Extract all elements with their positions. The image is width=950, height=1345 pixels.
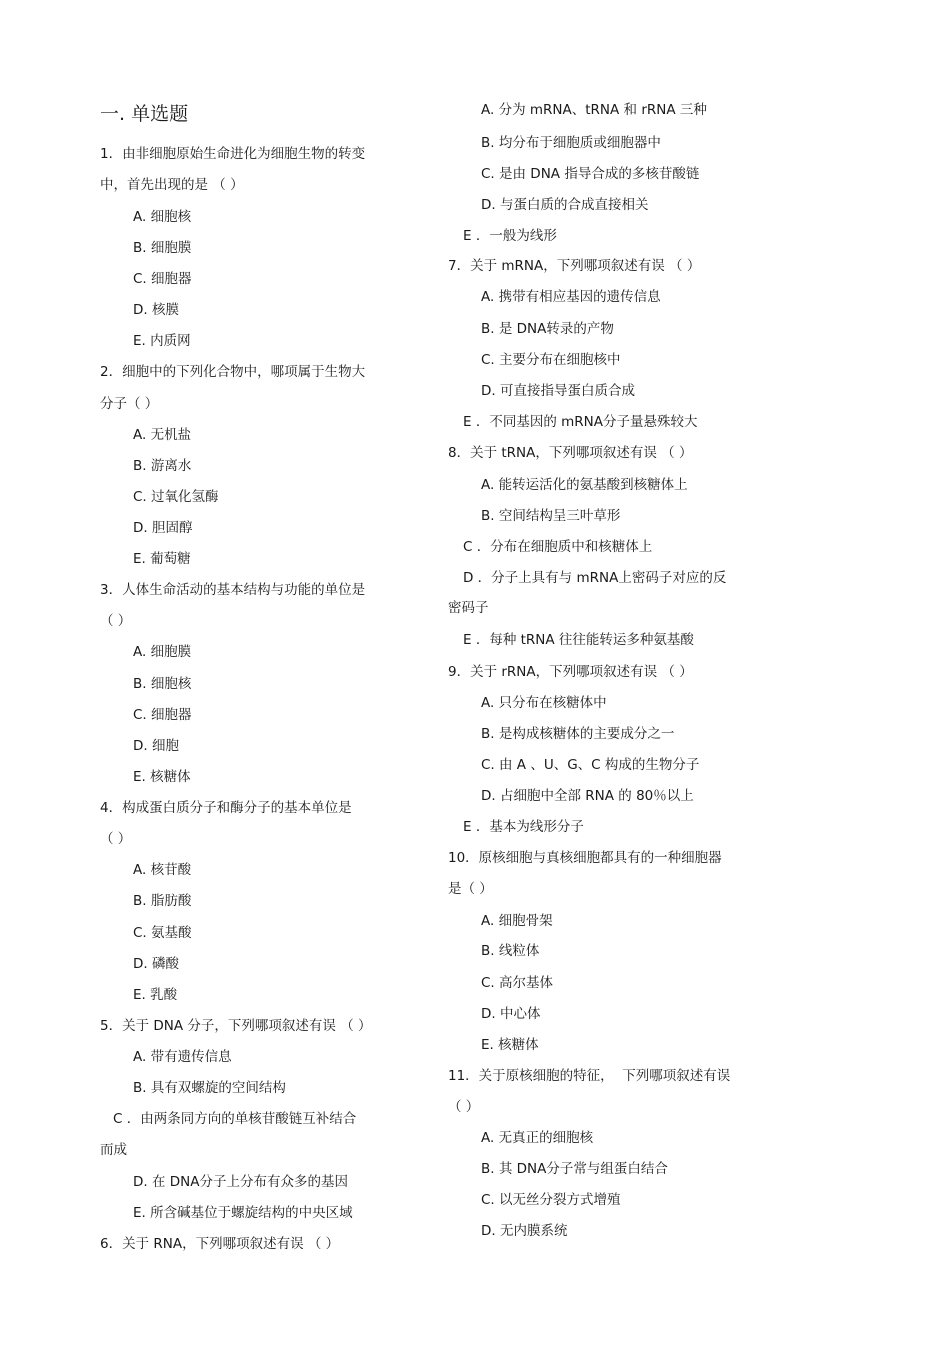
q5-option-a: A. 带有遗传信息 bbox=[133, 1049, 232, 1065]
q8-option-d-line1: D ．分子上具有与 mRNA上密码子对应的反 bbox=[463, 570, 727, 586]
q3-option-c: C. 细胞器 bbox=[133, 707, 192, 723]
q1-option-b: B. 细胞膜 bbox=[133, 240, 192, 256]
q10-option-b: B. 线粒体 bbox=[481, 943, 540, 959]
q1-option-a: A. 细胞核 bbox=[133, 209, 192, 225]
q8-option-c: C ．分布在细胞质中和核糖体上 bbox=[463, 539, 653, 555]
q3-stem-line1: 3．人体生命活动的基本结构与功能的单位是 bbox=[100, 582, 366, 598]
q3-option-e: E. 核糖体 bbox=[133, 769, 191, 785]
q5-option-c-line1: C ．由两条同方向的单核苷酸链互补结合 bbox=[113, 1111, 357, 1127]
q1-option-c: C. 细胞器 bbox=[133, 271, 192, 287]
q1-option-e: E. 内质网 bbox=[133, 333, 191, 349]
q8-option-e: E ．每种 tRNA 往往能转运多种氨基酸 bbox=[463, 632, 694, 648]
q8-option-a: A. 能转运活化的氨基酸到核糖体上 bbox=[481, 477, 688, 493]
q7-option-d: D. 可直接指导蛋白质合成 bbox=[481, 383, 635, 399]
q8-option-d-line2: 密码子 bbox=[448, 600, 489, 616]
q9-option-e: E ．基本为线形分子 bbox=[463, 819, 584, 835]
q8-option-b: B. 空间结构呈三叶草形 bbox=[481, 508, 621, 524]
q10-stem-line2: 是（ ） bbox=[448, 881, 493, 897]
q11-option-a: A. 无真正的细胞核 bbox=[481, 1130, 594, 1146]
q6-option-b: B. 均分布于细胞质或细胞器中 bbox=[481, 135, 661, 151]
q11-stem-line2: （ ） bbox=[448, 1099, 480, 1115]
q9-option-c: C. 由 A 、U、G、C 构成的生物分子 bbox=[481, 757, 700, 773]
q8-stem: 8．关于 tRNA，下列哪项叙述有误 （ ） bbox=[448, 445, 693, 461]
q3-option-b: B. 细胞核 bbox=[133, 676, 192, 692]
q6-option-a: A. 分为 mRNA、tRNA 和 rRNA 三种 bbox=[481, 102, 707, 118]
q11-option-c: C. 以无丝分裂方式增殖 bbox=[481, 1192, 621, 1208]
q3-option-d: D. 细胞 bbox=[133, 738, 179, 754]
q4-stem-line2: （ ） bbox=[100, 831, 132, 847]
q10-option-d: D. 中心体 bbox=[481, 1006, 541, 1022]
q10-option-a: A. 细胞骨架 bbox=[481, 913, 553, 929]
q10-option-c: C. 高尔基体 bbox=[481, 975, 554, 991]
q4-option-c: C. 氨基酸 bbox=[133, 925, 192, 941]
q2-stem-line2: 分子（ ） bbox=[100, 396, 159, 412]
q1-stem-line2: 中，首先出现的是 （ ） bbox=[100, 177, 244, 193]
q3-option-a: A. 细胞膜 bbox=[133, 644, 192, 660]
q9-stem: 9．关于 rRNA，下列哪项叙述有误 （ ） bbox=[448, 664, 693, 680]
q10-option-e: E. 核糖体 bbox=[481, 1037, 539, 1053]
q6-option-d: D. 与蛋白质的合成直接相关 bbox=[481, 197, 649, 213]
q9-option-d: D. 占细胞中全部 RNA 的 80％以上 bbox=[481, 788, 694, 804]
q4-option-b: B. 脂肪酸 bbox=[133, 893, 192, 909]
q5-stem: 5．关于 DNA 分子，下列哪项叙述有误 （ ） bbox=[100, 1018, 372, 1034]
q4-option-d: D. 磷酸 bbox=[133, 956, 179, 972]
q2-option-e: E. 葡萄糖 bbox=[133, 551, 191, 567]
q5-option-d: D. 在 DNA分子上分布有众多的基因 bbox=[133, 1174, 348, 1190]
q7-option-e: E ．不同基因的 mRNA分子量悬殊较大 bbox=[463, 414, 698, 430]
q3-stem-line2: （ ） bbox=[100, 613, 132, 629]
q9-option-a: A. 只分布在核糖体中 bbox=[481, 695, 607, 711]
q5-option-b: B. 具有双螺旋的空间结构 bbox=[133, 1080, 286, 1096]
q7-stem: 7．关于 mRNA，下列哪项叙述有误 （ ） bbox=[448, 258, 701, 274]
q7-option-a: A. 携带有相应基因的遗传信息 bbox=[481, 289, 661, 305]
q4-stem-line1: 4．构成蛋白质分子和酶分子的基本单位是 bbox=[100, 800, 352, 816]
q1-option-d: D. 核膜 bbox=[133, 302, 179, 318]
q5-option-c-line2: 而成 bbox=[100, 1142, 127, 1158]
q1-stem-line1: 1．由非细胞原始生命进化为细胞生物的转变 bbox=[100, 146, 366, 162]
q9-option-b: B. 是构成核糖体的主要成分之一 bbox=[481, 726, 675, 742]
q6-stem: 6．关于 RNA，下列哪项叙述有误 （ ） bbox=[100, 1236, 340, 1252]
q11-option-d: D. 无内膜系统 bbox=[481, 1223, 568, 1239]
q6-option-c: C. 是由 DNA 指导合成的多核苷酸链 bbox=[481, 166, 700, 182]
q7-option-c: C. 主要分布在细胞核中 bbox=[481, 352, 621, 368]
q11-stem-line1: 11．关于原核细胞的特征， 下列哪项叙述有误 bbox=[448, 1068, 731, 1084]
q4-option-a: A. 核苷酸 bbox=[133, 862, 192, 878]
q10-stem-line1: 10．原核细胞与真核细胞都具有的一种细胞器 bbox=[448, 850, 722, 866]
q6-option-e: E ．一般为线形 bbox=[463, 228, 557, 244]
q2-stem-line1: 2．细胞中的下列化合物中，哪项属于生物大 bbox=[100, 364, 366, 380]
section-title: 一. 单选题 bbox=[100, 103, 189, 125]
q4-option-e: E. 乳酸 bbox=[133, 987, 178, 1003]
q11-option-b: B. 其 DNA分子常与组蛋白结合 bbox=[481, 1161, 668, 1177]
q2-option-d: D. 胆固醇 bbox=[133, 520, 193, 536]
q5-option-e: E. 所含碱基位于螺旋结构的中央区域 bbox=[133, 1205, 353, 1221]
q7-option-b: B. 是 DNA转录的产物 bbox=[481, 321, 614, 337]
q2-option-a: A. 无机盐 bbox=[133, 427, 192, 443]
q2-option-b: B. 游离水 bbox=[133, 458, 192, 474]
q2-option-c: C. 过氧化氢酶 bbox=[133, 489, 219, 505]
